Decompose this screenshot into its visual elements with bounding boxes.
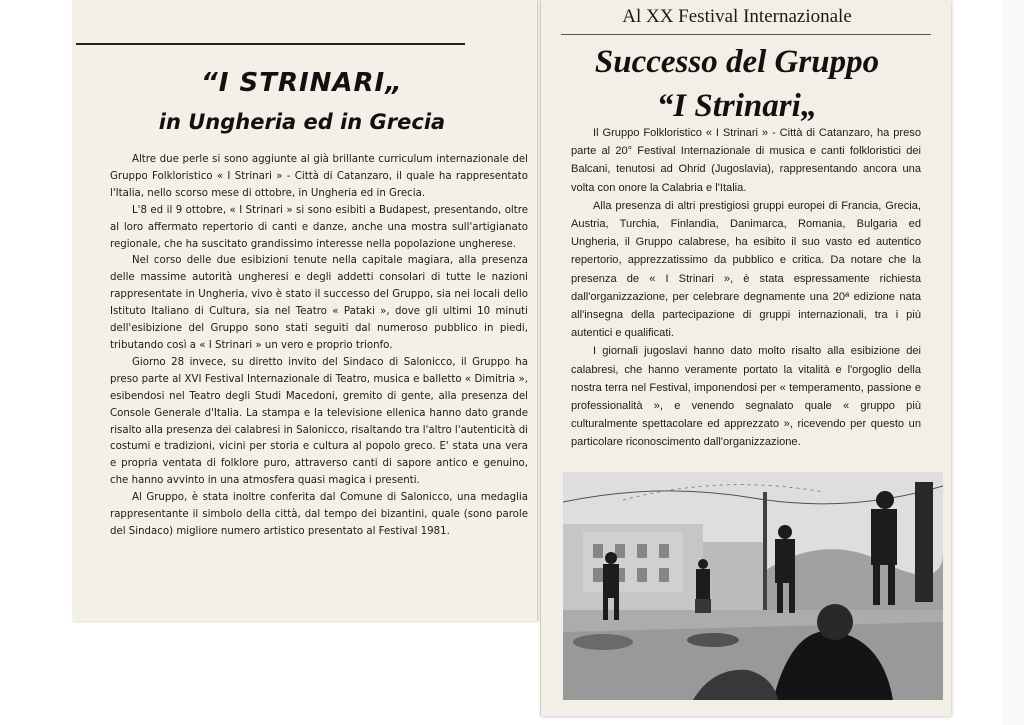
photo-tint — [563, 472, 943, 700]
left-clipping — [72, 0, 538, 621]
left-article-body — [110, 152, 528, 541]
scan-margin — [1002, 0, 1024, 725]
left-article-subtitle: in Ungheria ed in Grecia — [158, 110, 446, 134]
left-paragraph: Nel corso delle due esibizioni tenute nella capitale magiara, alla presenza delle massime autorità ungheresi e degli addetti consolari di tutte le nazioni rappresentate in Ungheria, vivo è stato il successo del Gruppo, sia nei locali dello Istituto Italiano di Cultura, sia nel Teatro « Pataki », dove gli ultimi 10 minuti dell'esibizione del Gruppo sono stati seguiti dal numeroso pubblico in piedi, tributando così a « I Strinari » un vero e proprio trionfo. — [110, 255, 528, 351]
top-rule — [76, 43, 465, 45]
right-paragraph: Il Gruppo Folkloristico « I Strinari » - Città di Catanzaro, ha preso parte al 20° Festival Internazionale di musica e canti folkloristici dei Balcani, tenutosi ad Ohrid (Jugoslavia), rappresentando ancora una volta con onore la Calabria e l'Italia. — [571, 127, 921, 194]
right-paragraph: I giornali jugoslavi hanno dato molto risalto alla esibizione dei calabresi, che hanno veramente portato la vitalità e l'orgoglio della nostra terra nel Festival, imponendosi per « temperamento, passione e professionalità », e venendo segnalato quale « gruppo più culturalmente spettacolare ed apprezzato », ricevendo per questo un particolare riconoscimento dall'organizzazione. — [571, 345, 921, 449]
dance-performance-photo — [563, 472, 943, 700]
right-clipping — [540, 0, 951, 716]
right-paragraph: Alla presenza di altri prestigiosi gruppi europei di Francia, Grecia, Austria, Turchia, Finlandia, Danimarca, Romania, Bulgaria ed Ungheria, il Gruppo calabrese, ha esibito il suo vasto ed autentico repertorio, apprezzatissimo da pubblico e critica. Da notare che la presenza de « I Strinari », è stata espressamente richiesta dall'organizzazione, per celebrare degnamente una 20ª edizione nata all'insegna della partecipazione di gruppi internazionali, tra i più autentici e qualificati. — [571, 199, 921, 340]
right-article-title-name: “I Strinari„ — [656, 88, 818, 124]
left-paragraph: Giorno 28 invece, su diretto invito del Sindaco di Salonicco, il Gruppo ha preso parte al XVI Festival Internazionale di Teatro, musica e balletto « Dimitria », esibendosi nel Teatro degli Studi Macedoni, gremito di gente, alla presenza del Console Generale d'Italia. La stampa e la televisione ellenica hanno dato grande risalto alla presenza dei calabresi in Salonicco, risaltando tra l'altro l'autenticità di costumi e tradizioni, vicini per storia e cultura al popolo greco. E' stata una vera e propria ventata di folklore puro, attraverso canti di sapore antico e genuino, che hanno avvinto in una atmosfera quasi magica i presenti. — [110, 356, 529, 487]
left-paragraph: Al Gruppo, è stata inoltre conferita dal Comune di Salonicco, una medaglia rappresentante il simbolo della città, dal tempo dei bizantini, quale (sono parole del Sindaco) migliore numero artistico presentato al Festival 1981. — [110, 492, 528, 537]
kicker-rule — [561, 34, 931, 35]
left-paragraph: Altre due perle si sono aggiunte al già brillante curriculum internazionale del Gruppo Folkloristico « I Strinari » - Città di Catanzaro, il quale ha rappresentato l'Italia, nello scorso mese di ottobre, in Ungheria ed in Grecia. — [110, 154, 528, 199]
right-article-title: Successo del Gruppo — [594, 44, 880, 80]
right-article-body — [571, 124, 921, 452]
left-article-title: “I STRINARI„ — [201, 68, 403, 98]
left-paragraph: L'8 ed il 9 ottobre, « I Strinari » si sono esibiti a Budapest, presentando, oltre al loro affermato repertorio di canti e danze, anche una mostra sull'artigianato regionale, che ha suscitato grandissimo interesse nella popolazione ungherese. — [110, 204, 528, 250]
right-article-kicker: Al XX Festival Internazionale — [622, 6, 852, 27]
